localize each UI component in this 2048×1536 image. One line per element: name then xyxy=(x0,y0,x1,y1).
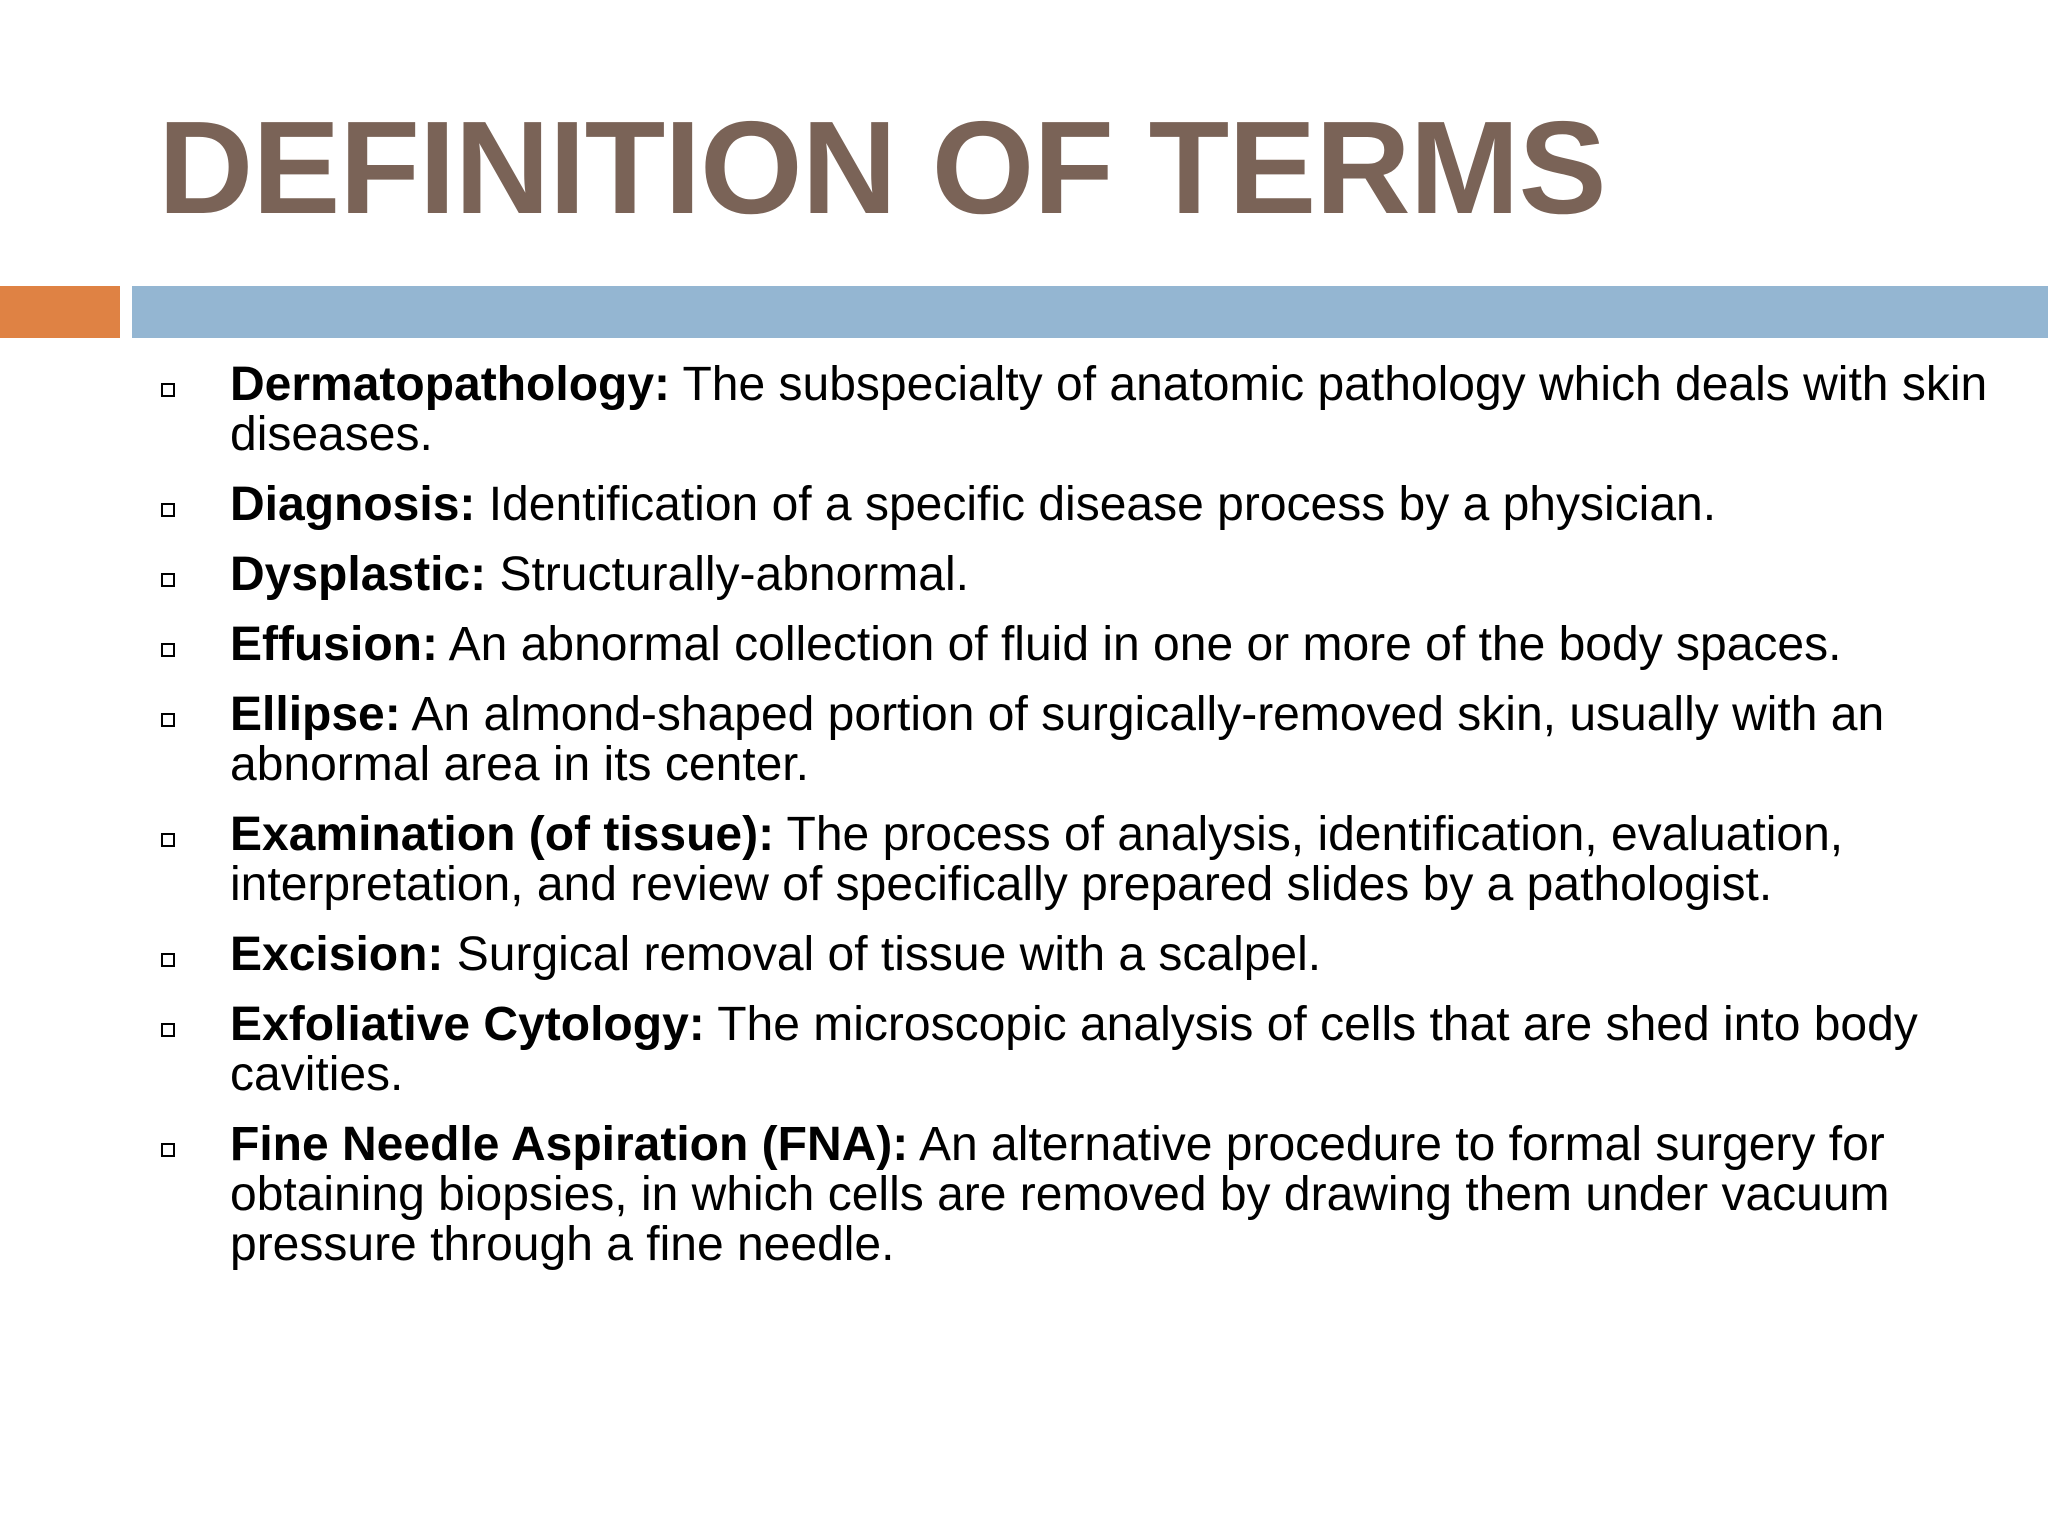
term-name: Dysplastic: xyxy=(230,548,487,601)
term-definition: Surgical removal of tissue with a scalpel. xyxy=(456,928,1322,981)
term-name: Effusion: xyxy=(230,618,438,671)
accent-bar-blue xyxy=(132,286,2048,338)
term-definition: The microscopic analysis of cells that are shed into body cavities. xyxy=(230,998,1918,1101)
definition-item-effusion xyxy=(0,620,2048,670)
definition-item-examination xyxy=(0,810,2048,910)
definition-list xyxy=(0,360,2048,1290)
hollow-square-bullet-icon xyxy=(161,1023,175,1037)
hollow-square-bullet-icon xyxy=(161,503,175,517)
definition-item-diagnosis xyxy=(0,480,2048,530)
term-definition: An alternative procedure to formal surgery for obtaining biopsies, in which cells are removed by drawing them under vacuum pressure through a fine needle. xyxy=(230,1118,1890,1271)
term-definition: The subspecialty of anatomic pathology which deals with skin diseases. xyxy=(230,358,1988,461)
definition-item-excision xyxy=(0,930,2048,980)
hollow-square-bullet-icon xyxy=(161,643,175,657)
term-name: Dermatopathology: xyxy=(230,358,671,411)
definition-item-dermatopathology xyxy=(0,360,2048,460)
hollow-square-bullet-icon xyxy=(161,953,175,967)
term-name: Examination (of tissue): xyxy=(230,808,775,861)
definition-item-exfoliative-cytology xyxy=(0,1000,2048,1100)
term-definition: An almond-shaped portion of surgically-removed skin, usually with an abnormal area in its center. xyxy=(230,688,1885,791)
term-name: Ellipse: xyxy=(230,688,401,741)
definition-item-dysplastic xyxy=(0,550,2048,600)
definition-item-ellipse xyxy=(0,690,2048,790)
term-definition: The process of analysis, identification, evaluation, interpretation, and review of specifically prepared slides by a pathologist. xyxy=(230,808,1844,911)
term-name: Diagnosis: xyxy=(230,478,476,531)
hollow-square-bullet-icon xyxy=(161,1143,175,1157)
term-name: Excision: xyxy=(230,928,444,981)
hollow-square-bullet-icon xyxy=(161,713,175,727)
accent-bar-orange xyxy=(0,286,120,338)
term-name: Exfoliative Cytology: xyxy=(230,998,705,1051)
hollow-square-bullet-icon xyxy=(161,833,175,847)
term-name: Fine Needle Aspiration (FNA): xyxy=(230,1118,909,1171)
definition-item-fine-needle-aspiration xyxy=(0,1120,2048,1270)
term-definition: Structurally-abnormal. xyxy=(499,548,969,601)
term-definition: Identification of a specific disease process by a physician. xyxy=(488,478,1717,531)
slide-title: DEFINITION OF TERMS xyxy=(158,94,1606,241)
term-definition: An abnormal collection of fluid in one or more of the body spaces. xyxy=(448,618,1842,671)
hollow-square-bullet-icon xyxy=(161,383,175,397)
hollow-square-bullet-icon xyxy=(161,573,175,587)
